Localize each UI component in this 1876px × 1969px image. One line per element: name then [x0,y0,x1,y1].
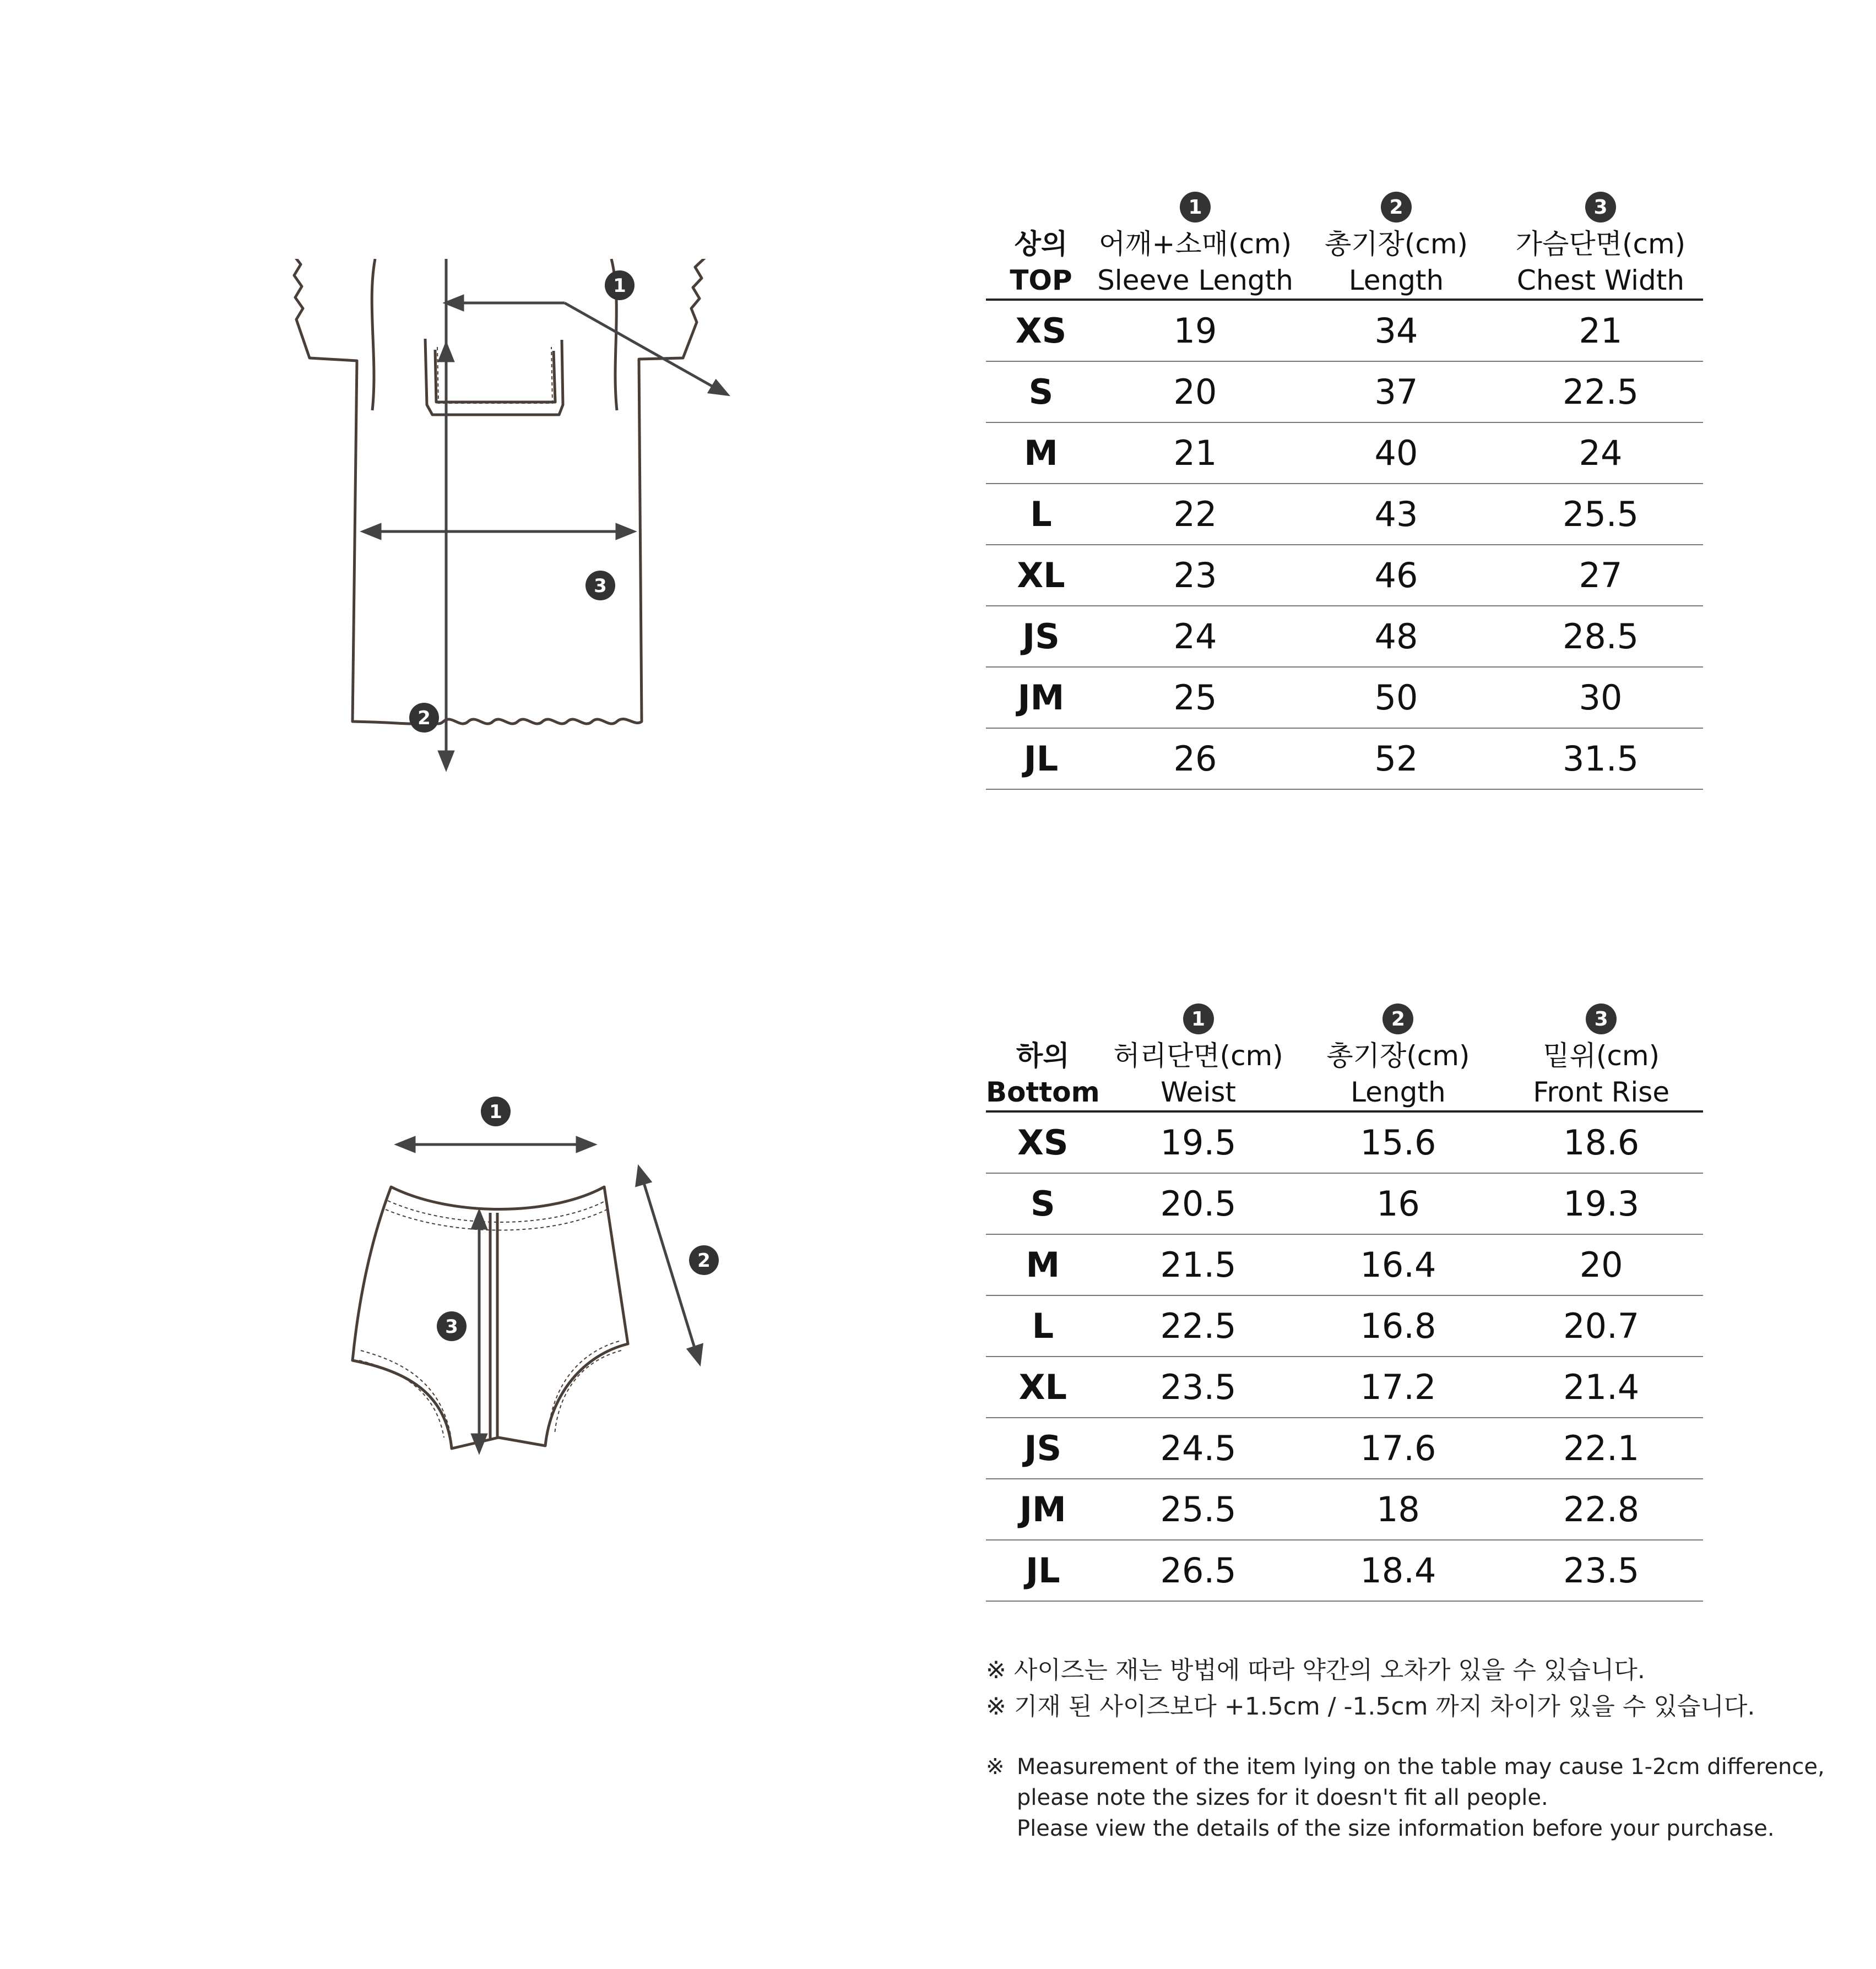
badge-2: 2 [1381,192,1412,223]
size-label: XL [986,545,1096,606]
table-cell: 34 [1294,300,1498,361]
table-cell: 48 [1294,606,1498,667]
table-row [986,545,1703,606]
size-label: M [986,422,1096,484]
size-label: JM [986,667,1096,728]
table-cell: 21.4 [1499,1357,1703,1418]
table-cell: 52 [1294,728,1498,789]
size-label: JL [986,728,1096,789]
badge-3: 3 [1586,1004,1617,1034]
size-label: XS [986,1111,1100,1173]
size-label: L [986,484,1096,545]
note-line: Measurement of the item lying on the table may cause 1-2cm difference, [1017,1754,1825,1780]
table-cell: 22.5 [1100,1295,1297,1357]
size-label: JM [986,1479,1100,1540]
table-cell: 20.7 [1499,1295,1703,1357]
table-cell: 18 [1297,1479,1499,1540]
size-label: JS [986,606,1096,667]
table-row [986,1540,1703,1601]
size-label: M [986,1234,1100,1295]
header-size: 하의 Bottom [986,1034,1100,1111]
table-cell: 28.5 [1498,606,1703,667]
badge-3: 3 [594,575,607,597]
header-chest-width: 가슴단면(cm) Chest Width [1498,223,1703,300]
table-row [986,361,1703,422]
badge-3: 3 [1585,192,1616,223]
table-cell: 22.1 [1499,1418,1703,1479]
header-size: 상의 TOP [986,223,1096,300]
table-row [986,422,1703,484]
note-line: Please view the details of the size information before your purchase. [1017,1816,1775,1841]
badge-1: 1 [489,1101,502,1123]
table-cell: 27 [1498,545,1703,606]
table-cell: 31.5 [1498,728,1703,789]
table-cell: 24.5 [1100,1418,1297,1479]
size-label: XS [986,300,1096,361]
t-shirt-icon [264,259,760,788]
korean-notes [986,1652,1755,1725]
size-label: XL [986,1357,1100,1418]
table-cell: 20 [1096,361,1294,422]
header-length: 총기장(cm) Length [1294,223,1498,300]
table-cell: 25.5 [1498,484,1703,545]
table-cell: 22.8 [1499,1479,1703,1540]
bottom-size-table [986,977,1703,1602]
table-cell: 26.5 [1100,1540,1297,1601]
size-label: L [986,1295,1100,1357]
table-cell: 26 [1096,728,1294,789]
table-cell: 16 [1297,1173,1499,1234]
table-row [986,606,1703,667]
table-cell: 19 [1096,300,1294,361]
table-row [986,1295,1703,1357]
table-row [986,300,1703,361]
table-row [986,1173,1703,1234]
table-cell: 18.4 [1297,1540,1499,1601]
table-row [986,1357,1703,1418]
size-label: S [986,361,1096,422]
table-cell: 46 [1294,545,1498,606]
table-row [986,1479,1703,1540]
table-cell: 20 [1499,1234,1703,1295]
table-row [986,667,1703,728]
header-length: 총기장(cm) Length [1297,1034,1499,1111]
badge-1: 1 [613,275,626,297]
header-front-rise: 밑위(cm) Front Rise [1499,1034,1703,1111]
table-cell: 50 [1294,667,1498,728]
table-cell: 16.8 [1297,1295,1499,1357]
table-row [986,1111,1703,1173]
table-cell: 25 [1096,667,1294,728]
note-line: please note the sizes for it doesn't fit all people. [1017,1785,1548,1810]
table-cell: 15.6 [1297,1111,1499,1173]
table-cell: 25.5 [1100,1479,1297,1540]
table-cell: 20.5 [1100,1173,1297,1234]
table-cell: 21 [1096,422,1294,484]
table-cell: 19.3 [1499,1173,1703,1234]
table-row [986,484,1703,545]
table-cell: 17.2 [1297,1357,1499,1418]
note-line: ※ 사이즈는 재는 방법에 따라 약간의 오차가 있을 수 있습니다. [986,1656,1645,1684]
english-note [986,1751,1825,1844]
top-size-table [986,165,1703,790]
badge-2: 2 [1382,1004,1413,1034]
table-cell: 40 [1294,422,1498,484]
table-cell: 24 [1498,422,1703,484]
badge-1: 1 [1183,1004,1214,1034]
table-cell: 21.5 [1100,1234,1297,1295]
size-label: JS [986,1418,1100,1479]
badge-1: 1 [1180,192,1211,223]
table-cell: 24 [1096,606,1294,667]
note-mark: ※ [986,1754,1005,1780]
table-cell: 43 [1294,484,1498,545]
table-row [986,1234,1703,1295]
table-cell: 17.6 [1297,1418,1499,1479]
table-cell: 37 [1294,361,1498,422]
table-cell: 16.4 [1297,1234,1499,1295]
table-cell: 19.5 [1100,1111,1297,1173]
header-sleeve-length: 어깨+소매(cm) Sleeve Length [1096,223,1294,300]
table-cell: 23.5 [1499,1540,1703,1601]
table-cell: 22 [1096,484,1294,545]
shorts-icon [308,1085,749,1482]
table-cell: 30 [1498,667,1703,728]
table-row [986,728,1703,789]
table-cell: 21 [1498,300,1703,361]
header-waist: 허리단면(cm) Weist [1100,1034,1297,1111]
table-row [986,1418,1703,1479]
badge-2: 2 [697,1250,711,1272]
table-cell: 23 [1096,545,1294,606]
badge-3: 3 [445,1316,458,1338]
note-line: ※ 기재 된 사이즈보다 +1.5cm / -1.5cm 까지 차이가 있을 수 있습니다. [986,1693,1755,1721]
size-label: JL [986,1540,1100,1601]
table-cell: 22.5 [1498,361,1703,422]
badge-2: 2 [418,707,431,729]
table-cell: 23.5 [1100,1357,1297,1418]
table-cell: 18.6 [1499,1111,1703,1173]
size-label: S [986,1173,1100,1234]
